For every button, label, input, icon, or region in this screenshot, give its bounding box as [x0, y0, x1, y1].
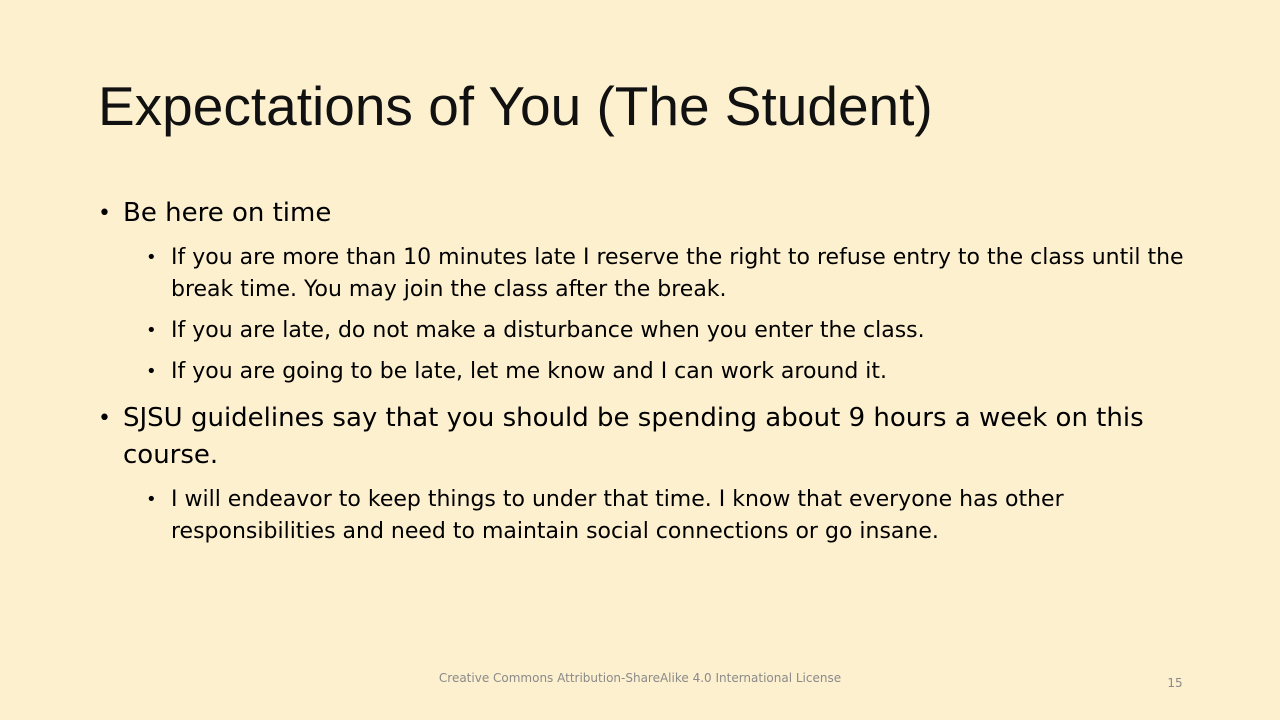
bullet-icon: • [146, 320, 157, 341]
slide-title: Expectations of You (The Student) [98, 75, 933, 137]
sub-bullet-item [146, 242, 1188, 306]
bullet-icon: • [146, 247, 157, 268]
sub-bullet-item [146, 484, 1188, 548]
footer-license: Creative Commons Attribution-ShareAlike 4.0 International License [438, 671, 842, 685]
sub-bullet-text: If you are more than 10 minutes late I reserve the right to refuse entry to the class until the break time. You may join the class after the break. [171, 245, 1184, 302]
slide-content [98, 195, 1188, 560]
bullet-icon: • [98, 406, 111, 431]
sub-bullet-text: I will endeavor to keep things to under that time. I know that everyone has other responsibilities and need to maintain social connections or go insane. [171, 487, 1064, 544]
sub-bullet-item [146, 315, 1188, 347]
sub-bullet-text: If you are going to be late, let me know and I can work around it. [171, 359, 888, 384]
sub-bullet-list [98, 484, 1188, 548]
sub-bullet-text: If you are late, do not make a disturbance when you enter the class. [171, 318, 925, 343]
bullet-text: SJSU guidelines say that you should be spending about 9 hours a week on this course. [123, 403, 1144, 470]
bullet-icon: • [146, 361, 157, 382]
sub-bullet-item [146, 356, 1188, 388]
bullet-icon: • [98, 201, 111, 226]
slide-number: 15 [1167, 676, 1183, 690]
sub-bullet-list [98, 242, 1188, 388]
bullet-icon: • [146, 489, 157, 510]
bullet-text: Be here on time [123, 198, 332, 228]
bullet-item [98, 195, 1188, 232]
bullet-item [98, 400, 1188, 474]
